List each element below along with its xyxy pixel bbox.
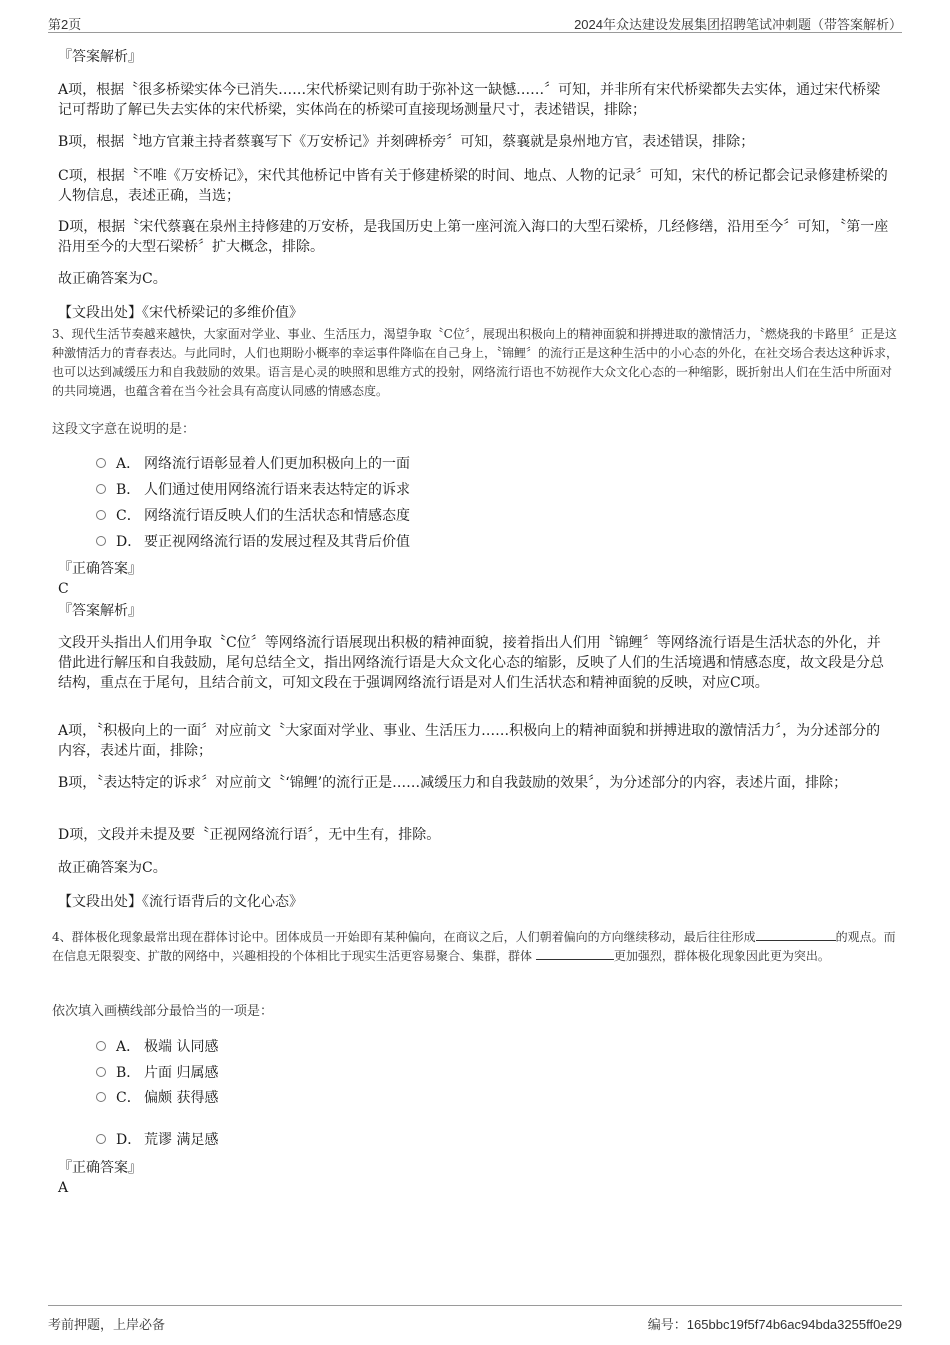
correct-answer: A — [58, 1180, 69, 1196]
correct-answer-label: 『正确答案』 — [58, 1160, 142, 1176]
question-3-prompt: 这段文字意在说明的是： — [52, 422, 196, 437]
question-4-prompt: 依次填入画横线部分最恰当的一项是： — [52, 1004, 274, 1019]
q3-option-d[interactable]: D． 要正视网络流行语的发展过程及其背后价值 — [96, 532, 410, 552]
analysis-conclusion: 故正确答案为C。 — [58, 860, 167, 876]
correct-answer: C — [58, 581, 69, 597]
answer-analysis-label: 『答案解析』 — [58, 603, 142, 619]
analysis-option-c: C项，根据〝不唯《万安桥记》，宋代其他桥记中皆有关于修建桥梁的时间、地点、人物的记录〞可知，宋代的桥记都会记录修建桥梁的人物信息，表述正确，当选； — [58, 168, 888, 204]
q3-option-b[interactable]: B． 人们通过使用网络流行语来表达特定的诉求 — [96, 480, 410, 500]
q4-option-b[interactable]: B． 片面 归属感 — [96, 1063, 218, 1083]
radio-button-icon[interactable] — [96, 484, 106, 494]
analysis-option-d: D项，文段并未提及要〝正视网络流行语〞，无中生有，排除。 — [58, 827, 441, 843]
q3-option-a[interactable]: A． 网络流行语彰显着人们更加积极向上的一面 — [96, 454, 410, 474]
analysis-option-a: A项，〝积极向上的一面〞对应前文〝大家面对学业、事业、生活压力……积极向上的精神面貌和拼搏进取的激情活力〞，为分述部分的内容，表述片面，排除； — [58, 723, 881, 759]
radio-button-icon[interactable] — [96, 1041, 106, 1051]
analysis-summary: 文段开头指出人们用争取〝C位〞等网络流行语展现出积极的精神面貌，接着指出人们用〝锦鲤〞等网络流行语是生活状态的外化，并借此进行解压和自我鼓励，尾句总结全文，指出网络流行语是大众文化心态的缩影，反映了人们的生活境遇和情感态度，故文段是分总结构，重点在于尾句，且结合前文，可知文段在于强调网络流行语是对人们生活状态和精神面貌的反映，对应C项。 — [58, 635, 884, 691]
radio-button-icon[interactable] — [96, 510, 106, 520]
fill-blank-2 — [536, 947, 614, 960]
document-title: 2024年众达建设发展集团招聘笔试冲刺题（带答案解析） — [574, 17, 902, 32]
q3-option-c[interactable]: C． 网络流行语反映人们的生活状态和情感态度 — [96, 506, 410, 526]
radio-button-icon[interactable] — [96, 458, 106, 468]
footer-slogan: 考前押题，上岸必备 — [48, 1317, 166, 1332]
passage-source: 【文段出处】《宋代桥梁记的多维价值》 — [58, 305, 303, 321]
passage-source: 【文段出处】《流行语背后的文化心态》 — [58, 894, 303, 910]
page-footer — [48, 1305, 902, 1336]
radio-button-icon[interactable] — [96, 536, 106, 546]
analysis-conclusion: 故正确答案为C。 — [58, 271, 167, 287]
document-id: 编号：165bbc19f5f74b6ac94bda3255ff0e29 — [647, 1317, 902, 1332]
radio-button-icon[interactable] — [96, 1092, 106, 1102]
radio-button-icon[interactable] — [96, 1134, 106, 1144]
analysis-option-d: D项，根据〝宋代蔡襄在泉州主持修建的万安桥，是我国历史上第一座河流入海口的大型石梁桥，几经修缮，沿用至今〞可知，〝第一座沿用至今的大型石梁桥〞扩大概念，排除。 — [58, 219, 889, 255]
correct-answer-label: 『正确答案』 — [58, 561, 142, 577]
analysis-option-b: B项，〝表达特定的诉求〞对应前文〝‘锦鲤’的流行正是……减缓压力和自我鼓励的效果〞，为分述部分的内容，表述片面，排除； — [58, 775, 848, 791]
radio-button-icon[interactable] — [96, 1067, 106, 1077]
analysis-option-b: B项，根据〝地方官兼主持者蔡襄写下《万安桥记》并刻碑桥旁〞可知，蔡襄就是泉州地方官，表述错误，排除； — [58, 134, 755, 150]
page-header — [48, 12, 902, 33]
answer-analysis-label: 『答案解析』 — [58, 49, 142, 65]
fill-blank-1 — [756, 928, 836, 941]
analysis-option-a: A项，根据〝很多桥梁实体今已消失……宋代桥梁记则有助于弥补这一缺憾……〞可知，并非所有宋代桥梁都失去实体，通过宋代桥梁记可帮助了解已失去实体的宋代桥梁，实体尚在的桥梁可直接现场测量尺寸，表述错误，排除； — [58, 82, 881, 118]
q4-option-c[interactable]: C． 偏颇 获得感 — [96, 1088, 218, 1108]
q4-option-d[interactable]: D． 荒谬 满足感 — [96, 1130, 218, 1150]
page-number: 第2页 — [48, 17, 82, 32]
q4-option-a[interactable]: A． 极端 认同感 — [96, 1037, 218, 1057]
question-4-stem: 4、群体极化现象最常出现在群体讨论中。团体成员一开始即有某种偏向，在商议之后，人们朝着偏向的方向继续移动，最后往往形成 的观点。而在信息无限裂变、扩散的网络中，兴趣相投的个体相比于现实生活更容易聚合、集群，群体 更加强烈，群体极化现象因此更为突出。 — [52, 930, 896, 963]
question-3-stem: 3、现代生活节奏越来越快，大家面对学业、事业、生活压力，渴望争取〝C位〞，展现出积极向上的精神面貌和拼搏进取的激情活力，〝燃烧我的卡路里〞正是这种激情活力的青春表达。与此同时，人们也期盼小概率的幸运事件降临在自己身上，〝锦鲤〞的流行正是这种生活中的小心态的外化，在社交场合表达这种诉求，也可以达到减缓压力和自我鼓励的效果。语言是心灵的映照和思维方式的投射，网络流行语也不妨视作大众文化心态的一种缩影，既折射出人们在生活中所面对的共同境遇，也蕴含着在当今社会具有高度认同感的情感态度。 — [52, 327, 899, 398]
